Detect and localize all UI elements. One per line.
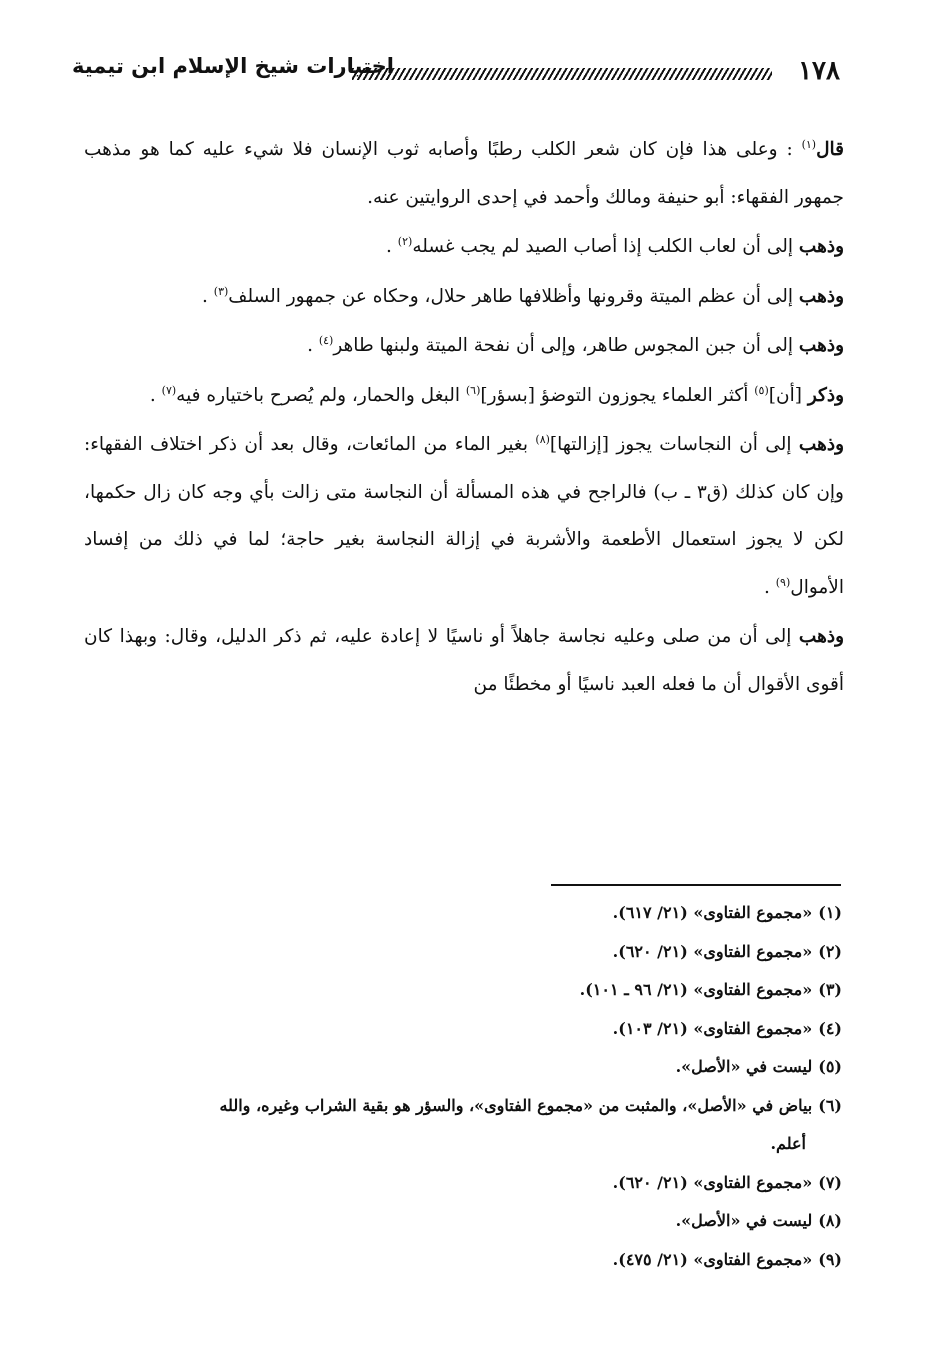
- footnote-ref[interactable]: (٩): [775, 575, 791, 589]
- footnote-text: «مجموع الفتاوى» (٢١/ ٩٦ ـ ١٠١).: [579, 980, 813, 999]
- paragraph: [84, 372, 844, 420]
- paragraph-lead: وذهب: [798, 434, 844, 455]
- paragraph-text: .: [149, 384, 162, 406]
- footnote-ref[interactable]: (٢): [397, 234, 413, 248]
- footnote-ref[interactable]: (١): [801, 137, 817, 151]
- footnote-text: «مجموع الفتاوى» (٢١/ ٤٧٥).: [612, 1249, 813, 1269]
- page-number: ١٧٨: [798, 56, 840, 86]
- paragraph: [84, 223, 844, 271]
- paragraph: [84, 322, 844, 370]
- footnote-text: «مجموع الفتاوى» (٢١/ ٦٢٠).: [612, 1172, 813, 1192]
- paragraph-lead: وذهب: [798, 236, 844, 257]
- footnote-number: (٦): [818, 1095, 842, 1115]
- footnote-item: [66, 1164, 842, 1203]
- page-header: [72, 48, 852, 94]
- footnote-item: [66, 1010, 842, 1049]
- footnote-number: (٧): [818, 1172, 842, 1192]
- footnote-number: (١): [818, 903, 842, 922]
- footnote-item: [66, 933, 842, 972]
- paragraph-text: .: [307, 335, 319, 356]
- paragraph-text: أكثر العلماء يجوزون التوضؤ [بسؤر]: [480, 384, 755, 406]
- paragraph-text: [أن]: [768, 384, 808, 406]
- footnote-text: «مجموع الفتاوى» (٢١/ ٦١٧).: [612, 903, 813, 922]
- paragraph: [84, 421, 844, 611]
- footnote-ref[interactable]: (٧): [161, 383, 177, 397]
- footnote-text: بياض في «الأصل»، والمثبت من «مجموع الفتاوى»، والسؤر هو بقية الشراب وغيره، والله: [219, 1095, 813, 1115]
- paragraph-text: إلى أن النجاسات يجوز [إزالتها]: [549, 434, 799, 455]
- footnote-ref[interactable]: (٨): [535, 432, 550, 446]
- paragraph-lead: وذهب: [798, 626, 844, 647]
- footnote-item: [66, 1048, 842, 1087]
- paragraph-text: بغير الماء من المائعات، وقال بعد أن ذكر اختلاف الفقهاء: وإن كان كذلك (ق٣ ـ ب) فالراجح في هذه المسألة أن النجاسة متى زالت بأي وجه كان زال حكمها، لكن لا يجوز استعمال الأطعمة والأشربة في إزالة النجاسة بغير حاجة؛ لما في ذلك من إفساد الأموال: [84, 434, 844, 598]
- main-text: [84, 126, 844, 710]
- footnote-text: «مجموع الفتاوى» (٢١/ ١٠٣).: [612, 1018, 813, 1038]
- paragraph-text: .: [386, 236, 398, 257]
- paragraph: [84, 613, 844, 708]
- paragraph-text: البغل والحمار، ولم يُصرح باختياره فيه: [176, 384, 466, 406]
- paragraph: [84, 273, 844, 321]
- footnote-item: [66, 1202, 842, 1241]
- footnote-ref[interactable]: (٤): [318, 333, 334, 347]
- paragraph-text: : وعلى هذا فإن كان شعر الكلب رطبًا وأصابه ثوب الإنسان فلا شيء عليه كما هو مذهب جمهور الفقهاء: أبو حنيفة ومالك وأحمد في إحدى الروايتين عنه.: [84, 139, 844, 208]
- footnote-number: (٣): [818, 980, 842, 999]
- paragraph-lead: وذكر: [807, 384, 844, 406]
- paragraph-text: إلى أن من صلى وعليه نجاسة جاهلاً أو ناسيًا لا إعادة عليه، ثم ذكر الدليل، وقال: وبهذا كان أقوى الأقوال أن ما فعله العبد ناسيًا أو مخطئًا من: [84, 626, 844, 695]
- footnote-number: (٩): [818, 1249, 842, 1269]
- footnote-number: (٥): [818, 1057, 842, 1076]
- footnote-ref[interactable]: (٥): [754, 383, 769, 397]
- paragraph-lead: قال: [816, 139, 844, 160]
- footnote-text: «مجموع الفتاوى» (٢١/ ٦٢٠).: [612, 941, 813, 961]
- paragraph-text: إلى أن جبن المجوس طاهر، وإلى أن نفحة الميتة ولبنها طاهر: [333, 335, 799, 356]
- paragraph: [84, 126, 844, 221]
- footnote-text: ليست في «الأصل».: [675, 1057, 813, 1076]
- footnote-ref[interactable]: (٦): [465, 383, 481, 397]
- paragraph-lead: وذهب: [798, 335, 844, 356]
- footnote-number: (٤): [818, 1018, 842, 1038]
- paragraph-lead: وذهب: [798, 285, 844, 307]
- footnote-item: [66, 1241, 842, 1280]
- paragraph-text: .: [202, 285, 214, 307]
- paragraph-text: .: [763, 576, 776, 598]
- footnotes: [66, 894, 842, 1279]
- running-title: اختيارات شيخ الإسلام ابن تيمية: [72, 54, 395, 78]
- footnote-separator: [551, 884, 841, 886]
- paragraph-text: إلى أن عظم الميتة وقرونها وأظلافها طاهر حلال، وحكاه عن جمهور السلف: [228, 285, 799, 307]
- footnote-continuation: أعلم.: [770, 1134, 806, 1153]
- footnote-item: [66, 971, 842, 1010]
- footnote-number: (٨): [818, 1211, 842, 1230]
- header-hatch-rule: [352, 68, 772, 80]
- paragraph-text: إلى أن لعاب الكلب إذا أصاب الصيد لم يجب غسله: [412, 236, 799, 257]
- footnote-item: [66, 1087, 842, 1164]
- footnote-ref[interactable]: (٣): [213, 284, 229, 298]
- footnote-text: ليست في «الأصل».: [675, 1211, 813, 1230]
- footnote-number: (٢): [818, 941, 842, 961]
- footnote-item: [66, 894, 842, 933]
